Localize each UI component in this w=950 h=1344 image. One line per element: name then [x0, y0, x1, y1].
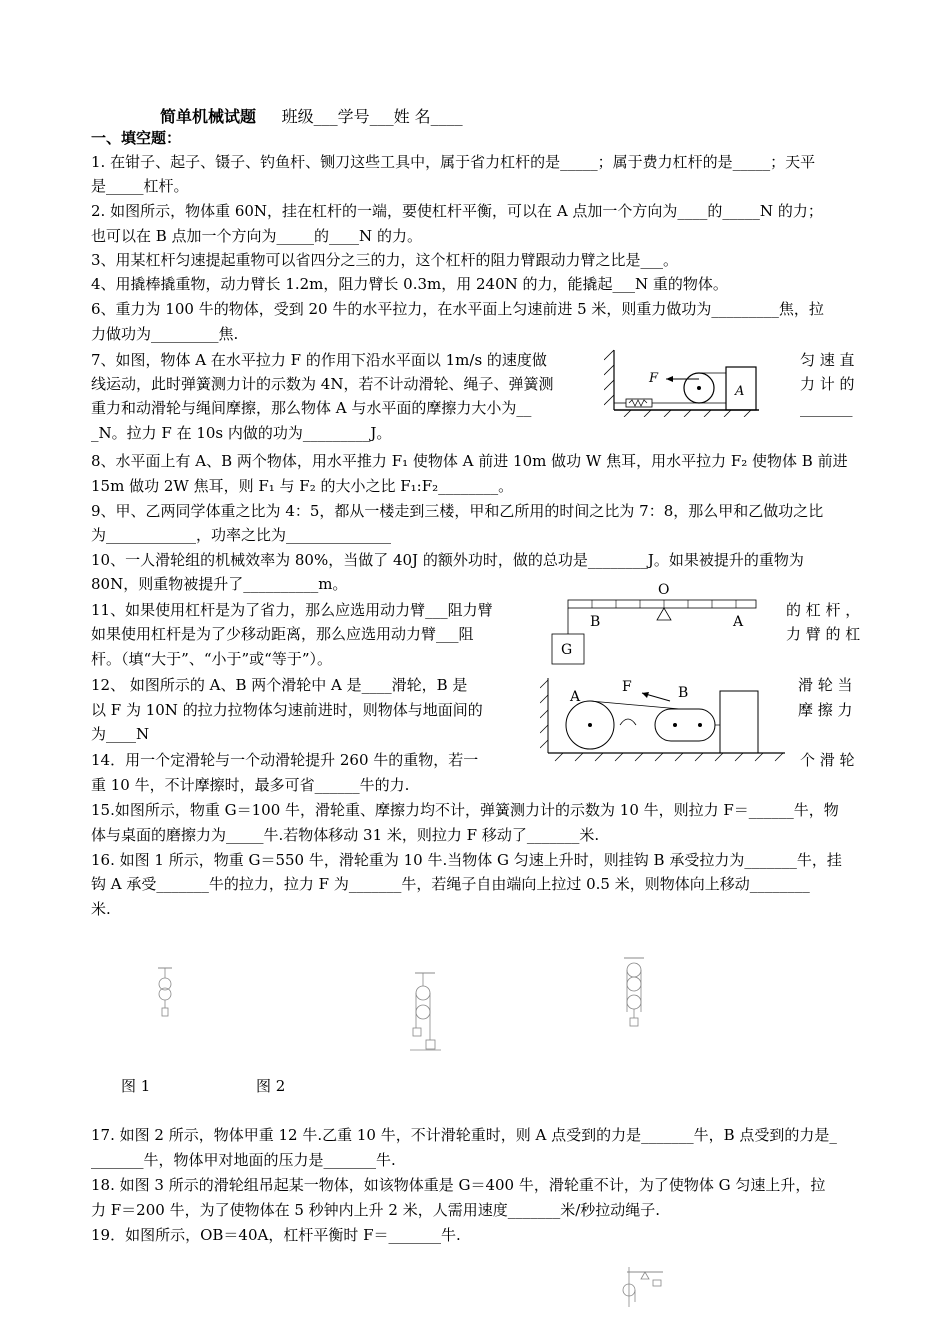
- question-line: 为____N: [91, 725, 150, 743]
- question-line: _N。拉力 F 在 10s 内做的功为_________J。: [91, 424, 392, 442]
- pivot-label: O: [658, 582, 670, 598]
- figure-caption: 图 1: [121, 1077, 151, 1095]
- point-a-label: A: [733, 614, 744, 630]
- question-line: 也可以在 B 点加一个方向为_____的____N 的力。: [91, 227, 422, 245]
- figure-1-pulley: [150, 960, 180, 1022]
- question-line: 10、一人滑轮组的机械效率为 80%，当做了 40J 的额外功时，做的总功是________J。如果被提升的重物为: [91, 551, 804, 569]
- question-line: 杆。（填“大于”、“小于”或“等于”）。: [91, 650, 333, 668]
- section-heading: 一、填空题：: [91, 129, 182, 147]
- question-line: _______牛，物体甲对地面的压力是_______牛.: [91, 1151, 396, 1169]
- pulley-a-label: A: [570, 689, 581, 705]
- figure-q7-pulley: [604, 345, 764, 417]
- question-line: 如果使用杠杆是为了少移动距离，那么应选用动力臂___阻: [91, 625, 474, 643]
- question-line: 以 F 为 10N 的拉力拉物体匀速前进时，则物体与地面间的: [91, 701, 483, 719]
- question-line: 钩 A 承受_______牛的拉力，拉力 F 为_______牛，若绳子自由端向上拉过 0.5 米，则物体向上移动________: [91, 875, 810, 893]
- question-line: 线运动，此时弹簧测力计的示数为 4N，若不计动滑轮、绳子、弹簧测: [91, 375, 554, 393]
- page-title: 简单机械试题: [160, 107, 257, 126]
- question-line: 是_____杠杆。: [91, 177, 189, 195]
- figure-2-pulley: [405, 968, 445, 1052]
- force-label: F: [649, 371, 659, 386]
- figure-lever: [548, 578, 768, 668]
- question-line: 力做功为_________焦.: [91, 325, 239, 343]
- question-line: 18. 如图 3 所示的滑轮组吊起某一物体，如该物体重是 G＝400 牛，滑轮重不计，为了使物体 G 匀速上升，拉: [91, 1176, 826, 1194]
- line-fragment: _______: [800, 399, 853, 417]
- line-fragment: 匀 速 直: [800, 351, 855, 369]
- line-fragment: 力 臂 的 杠: [786, 625, 861, 643]
- question-line: 14．用一个定滑轮与一个动滑轮提升 260 牛的重物，若一: [91, 751, 479, 769]
- figure-19-lever-pulley: [615, 1262, 670, 1312]
- line-fragment: 的 杠 杆 ，: [786, 601, 861, 619]
- question-line: 米.: [91, 900, 111, 918]
- question-line: 重力和动滑轮与绳间摩擦，那么物体 A 与水平面的摩擦力大小为__: [91, 399, 532, 417]
- figure-pulleys: [540, 673, 790, 765]
- question-line: 1. 在钳子、起子、镊子、钓鱼杆、铡刀这些工具中，属于省力杠杆的是_____；属于费力杠杆的是_____；天平: [91, 153, 816, 171]
- line-fragment: 摩 擦 力: [798, 701, 853, 719]
- question-line: 6、重力为 100 牛的物体，受到 20 牛的水平拉力，在水平面上匀速前进 5 米，则重力做功为_________焦，拉: [91, 300, 824, 318]
- student-fields: 班级___学号___姓 名____: [281, 107, 463, 126]
- question-line: 3、用某杠杆匀速提起重物可以省四分之三的力，这个杠杆的阻力臂跟动力臂之比是___。: [91, 251, 679, 269]
- question-line: 4、用撬棒撬重物，动力臂长 1.2m，阻力臂长 0.3m，用 240N 的力，能撬起___N 重的物体。: [91, 275, 728, 293]
- question-line: 17. 如图 2 所示，物体甲重 12 牛.乙重 10 牛，不计滑轮重时，则 A 点受到的力是_______牛，B 点受到的力是_: [91, 1126, 837, 1144]
- pulley-b-label: B: [678, 685, 689, 701]
- header: [160, 104, 463, 127]
- weight-label: G: [561, 642, 573, 658]
- line-fragment: 滑 轮 当: [798, 676, 853, 694]
- question-line: 2. 如图所示，物体重 60N，挂在杠杆的一端，要使杠杆平衡，可以在 A 点加一个方向为____的_____N 的力；: [91, 202, 823, 220]
- question-line: 12、 如图所示的 A、B 两个滑轮中 A 是____滑轮，B 是: [91, 676, 468, 694]
- line-fragment: 个 滑 轮: [800, 751, 855, 769]
- block-label: A: [735, 384, 745, 399]
- figure-3-pulley: [618, 952, 650, 1032]
- question-line: 9、甲、乙两同学体重之比为 4：5，都从一楼走到三楼，甲和乙所用的时间之比为 7：8，那么甲和乙做功之比: [91, 502, 824, 520]
- question-line: 7、如图，物体 A 在水平拉力 F 的作用下沿水平面以 1m/s 的速度做: [91, 351, 547, 369]
- question-line: 力 F＝200 牛，为了使物体在 5 秒钟内上升 2 米，人需用速度_______米/秒拉动绳子.: [91, 1201, 661, 1219]
- force-label: F: [622, 679, 632, 695]
- figure-caption: 图 2: [256, 1077, 286, 1095]
- question-line: 8、水平面上有 A、B 两个物体，用水平推力 F₁ 使物体 A 前进 10m 做功 W 焦耳，用水平拉力 F₂ 使物体 B 前进: [91, 452, 848, 470]
- question-line: 15.如图所示，物重 G＝100 牛，滑轮重、摩擦力均不计，弹簧测力计的示数为 10 牛，则拉力 F＝______牛，物: [91, 801, 839, 819]
- question-line: 重 10 牛，不计摩擦时，最多可省______牛的力.: [91, 776, 410, 794]
- question-line: 11、如果使用杠杆是为了省力，那么应选用动力臂___阻力臂: [91, 601, 493, 619]
- question-line: 16. 如图 1 所示，物重 G＝550 牛，滑轮重为 10 牛.当物体 G 匀速上升时，则挂钩 B 承受拉力为_______牛，挂: [91, 851, 842, 869]
- question-line: 为____________，功率之比为______________: [91, 526, 392, 544]
- question-line: 80N，则重物被提升了__________m。: [91, 575, 348, 593]
- question-line: 19．如图所示，OB＝40A，杠杆平衡时 F＝_______牛.: [91, 1226, 461, 1244]
- point-b-label: B: [590, 614, 601, 630]
- question-line: 体与桌面的磨擦力为_____牛.若物体移动 31 米，则拉力 F 移动了_______米.: [91, 826, 600, 844]
- line-fragment: 力 计 的: [800, 375, 855, 393]
- question-line: 15m 做功 2W 焦耳，则 F₁ 与 F₂ 的大小之比 F₁:F₂________。: [91, 477, 514, 495]
